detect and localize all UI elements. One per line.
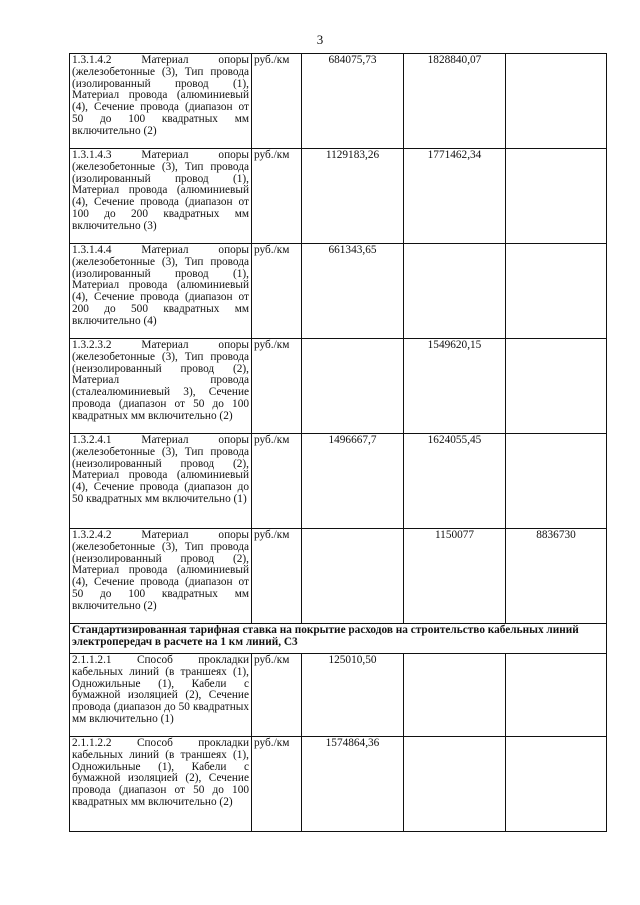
row-value-col3: 8836730 bbox=[506, 529, 607, 624]
tariff-table bbox=[69, 53, 607, 832]
table-row bbox=[70, 54, 607, 149]
table-row bbox=[70, 654, 607, 737]
row-value-col2 bbox=[404, 654, 506, 737]
row-value-col3 bbox=[506, 654, 607, 737]
row-value-col2 bbox=[404, 737, 506, 832]
row-unit: руб./км bbox=[252, 149, 302, 244]
row-unit: руб./км bbox=[252, 244, 302, 339]
row-unit: руб./км bbox=[252, 654, 302, 737]
row-value-col3 bbox=[506, 737, 607, 832]
row-value-col1: 661343,65 bbox=[302, 244, 404, 339]
row-code: 1.3.1.4.2 bbox=[72, 54, 112, 66]
row-description bbox=[70, 149, 252, 244]
row-value-col3 bbox=[506, 339, 607, 434]
row-desc-text: Материал опоры (железобетонные (3), Тип провода (неизолированный провод (2), Материал провода (алюминиевый (4), Сечение провода (диапазон до 50 квадратных мм включительно (1) bbox=[72, 434, 249, 505]
row-code: 1.3.2.4.2 bbox=[72, 529, 112, 541]
row-code: 1.3.1.4.4 bbox=[72, 244, 112, 256]
row-value-col2: 1828840,07 bbox=[404, 54, 506, 149]
row-value-col3 bbox=[506, 434, 607, 529]
row-value-col1 bbox=[302, 529, 404, 624]
row-code: 1.3.2.3.2 bbox=[72, 339, 112, 351]
row-description bbox=[70, 434, 252, 529]
table-row bbox=[70, 149, 607, 244]
table-row bbox=[70, 339, 607, 434]
row-unit: руб./км bbox=[252, 54, 302, 149]
row-value-col3 bbox=[506, 244, 607, 339]
row-desc-text: Материал опоры (железобетонные (3), Тип провода (изолированный провод (1), Материал провода (алюминиевый (4), Сечение провода (диапазон от 100 до 200 квадратных мм включительно (3) bbox=[72, 149, 249, 232]
row-value-col1: 1129183,26 bbox=[302, 149, 404, 244]
section-header-row bbox=[70, 624, 607, 654]
row-unit: руб./км bbox=[252, 529, 302, 624]
row-value-col1: 684075,73 bbox=[302, 54, 404, 149]
row-code: 1.3.1.4.3 bbox=[72, 149, 112, 161]
section-title: Стандартизированная тарифная ставка на покрытие расходов на строительство кабельных линий электропередач в расчете на 1 км линий, С3 bbox=[70, 624, 607, 654]
table-row bbox=[70, 737, 607, 832]
row-code: 2.1.1.2.2 bbox=[72, 737, 112, 749]
row-value-col2: 1624055,45 bbox=[404, 434, 506, 529]
row-unit: руб./км bbox=[252, 434, 302, 529]
row-unit: руб./км bbox=[252, 339, 302, 434]
row-value-col3 bbox=[506, 149, 607, 244]
row-value-col2: 1150077 bbox=[404, 529, 506, 624]
row-desc-text: Материал опоры (железобетонные (3), Тип провода (изолированный провод (1), Материал провода (алюминиевый (4), Сечение провода (диапазон от 200 до 500 квадратных мм включительно (4) bbox=[72, 244, 249, 327]
table-row bbox=[70, 434, 607, 529]
row-value-col1: 1496667,7 bbox=[302, 434, 404, 529]
row-description bbox=[70, 654, 252, 737]
row-code: 2.1.1.2.1 bbox=[72, 654, 112, 666]
row-description bbox=[70, 737, 252, 832]
row-value-col1: 1574864,36 bbox=[302, 737, 404, 832]
row-code: 1.3.2.4.1 bbox=[72, 434, 112, 446]
row-value-col3 bbox=[506, 54, 607, 149]
row-description bbox=[70, 339, 252, 434]
row-value-col2 bbox=[404, 244, 506, 339]
table-row bbox=[70, 529, 607, 624]
table-row bbox=[70, 244, 607, 339]
row-description bbox=[70, 54, 252, 149]
row-description bbox=[70, 529, 252, 624]
row-description bbox=[70, 244, 252, 339]
row-value-col1 bbox=[302, 339, 404, 434]
page-number: 3 bbox=[316, 32, 324, 47]
row-value-col2: 1771462,34 bbox=[404, 149, 506, 244]
row-desc-text: Материал опоры (железобетонные (3), Тип провода (неизолированный провод (2), Материал провода (алюминиевый (4), Сечение провода (диапазон от 50 до 100 квадратных мм включительно (2) bbox=[72, 529, 249, 612]
row-desc-text: Способ прокладки кабельных линий (в траншеях (1), Одножильные (1), Кабели с бумажной изоляцией (2), Сечение провода (диапазон от 50 до 100 квадратных мм включительно (2) bbox=[72, 737, 250, 808]
row-desc-text: Материал опоры (железобетонные (3), Тип провода (неизолированный провод (2), Материал провода (сталеалюминиевый 3), Сечение провода (диапазон от 50 до 100 квадратных мм включительно (2) bbox=[72, 339, 249, 422]
row-desc-text: Материал опоры (железобетонные (3), Тип провода (изолированный провод (1), Материал провода (алюминиевый (4), Сечение провода (диапазон от 50 до 100 квадратных мм включительно (2) bbox=[72, 54, 249, 137]
row-unit: руб./км bbox=[252, 737, 302, 832]
row-desc-text: Способ прокладки кабельных линий (в траншеях (1), Одножильные (1), Кабели с бумажной изоляцией (2), Сечение провода (диапазон до 50 квадратных мм включительно (1) bbox=[72, 654, 250, 725]
row-value-col2: 1549620,15 bbox=[404, 339, 506, 434]
row-value-col1: 125010,50 bbox=[302, 654, 404, 737]
